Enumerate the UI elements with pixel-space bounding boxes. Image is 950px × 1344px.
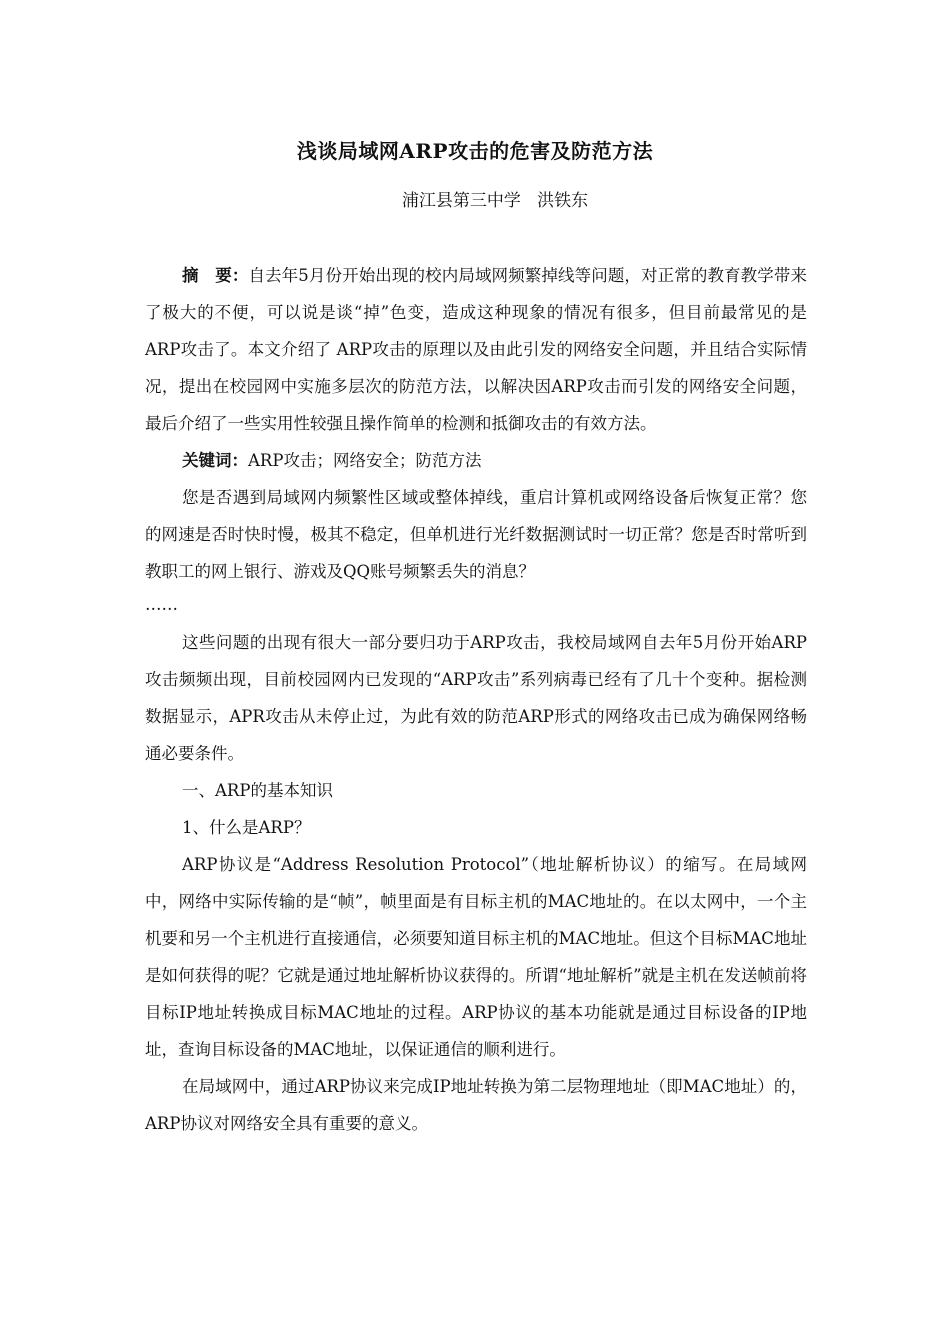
keywords-paragraph — [145, 442, 807, 479]
body-paragraph: 在局域网中，通过ARP协议来完成IP地址转换为第二层物理地址（即MAC地址）的，ARP协议对网络安全具有重要的意义。 — [145, 1077, 807, 1133]
document-body — [145, 257, 807, 1142]
keywords-label: 关键词： — [182, 451, 248, 470]
body-paragraph: ARP协议是“Address Resolution Protocol”（地址解析协议）的缩写。在局域网中，网络中实际传输的是“帧”，帧里面是有目标主机的MAC地址的。在以太网中，一个主机要和另一个主机进行直接通信，必须要知道目标主机的MAC地址。但这个目标MAC地址是如何获得的呢？它就是通过地址解析协议获得的。所谓“地址解析”就是主机在发送帧前将目标IP地址转换成目标MAC地址的过程。ARP协议的基本功能就是通过目标设备的IP地址，查询目标设备的MAC地址，以保证通信的顺利进行。 — [145, 855, 807, 1059]
abstract-label: 摘 要： — [182, 266, 249, 285]
subsection-heading: 1、什么是ARP？ — [182, 818, 311, 837]
document-title: 浅谈局域网ARP攻击的危害及防范方法 — [296, 139, 654, 163]
keywords-text: ARP攻击；网络安全；防范方法 — [248, 451, 482, 470]
body-paragraph: 这些问题的出现有很大一部分要归功于ARP攻击，我校局域网自去年5月份开始ARP攻击频频出现，目前校园网内已发现的“ARP攻击”系列病毒已经有了几十个变种。据检测数据显示，APR攻击从未停止过，为此有效的防范ARP形式的网络攻击已成为确保网络畅通必要条件。 — [145, 633, 807, 763]
ellipsis-line: …… — [145, 595, 178, 614]
author-byline: 浦江县第三中学 洪铁东 — [401, 191, 589, 211]
abstract-text: 自去年5月份开始出现的校内局域网频繁掉线等问题，对正常的教育教学带来了极大的不便，可以说是谈“掉”色变，造成这种现象的情况有很多，但目前最常见的是ARP攻击了。本文介绍了 ARP攻击的原理以及由此引发的网络安全问题，并且结合实际情况，提出在校园网中实施多层次的防范方法，以解决因ARP攻击而引发的网络安全问题，最后介绍了一些实用性较强且操作简单的检测和抵御攻击的有效方法。 — [145, 266, 808, 433]
abstract-paragraph — [145, 257, 807, 442]
section-heading: 一、ARP的基本知识 — [182, 781, 333, 800]
body-paragraph: 您是否遇到局域网内频繁性区域或整体掉线，重启计算机或网络设备后恢复正常？您的网速是否时快时慢，极其不稳定，但单机进行光纤数据测试时一切正常？您是否时常听到教职工的网上银行、游戏及QQ账号频繁丢失的消息？ — [145, 488, 807, 581]
